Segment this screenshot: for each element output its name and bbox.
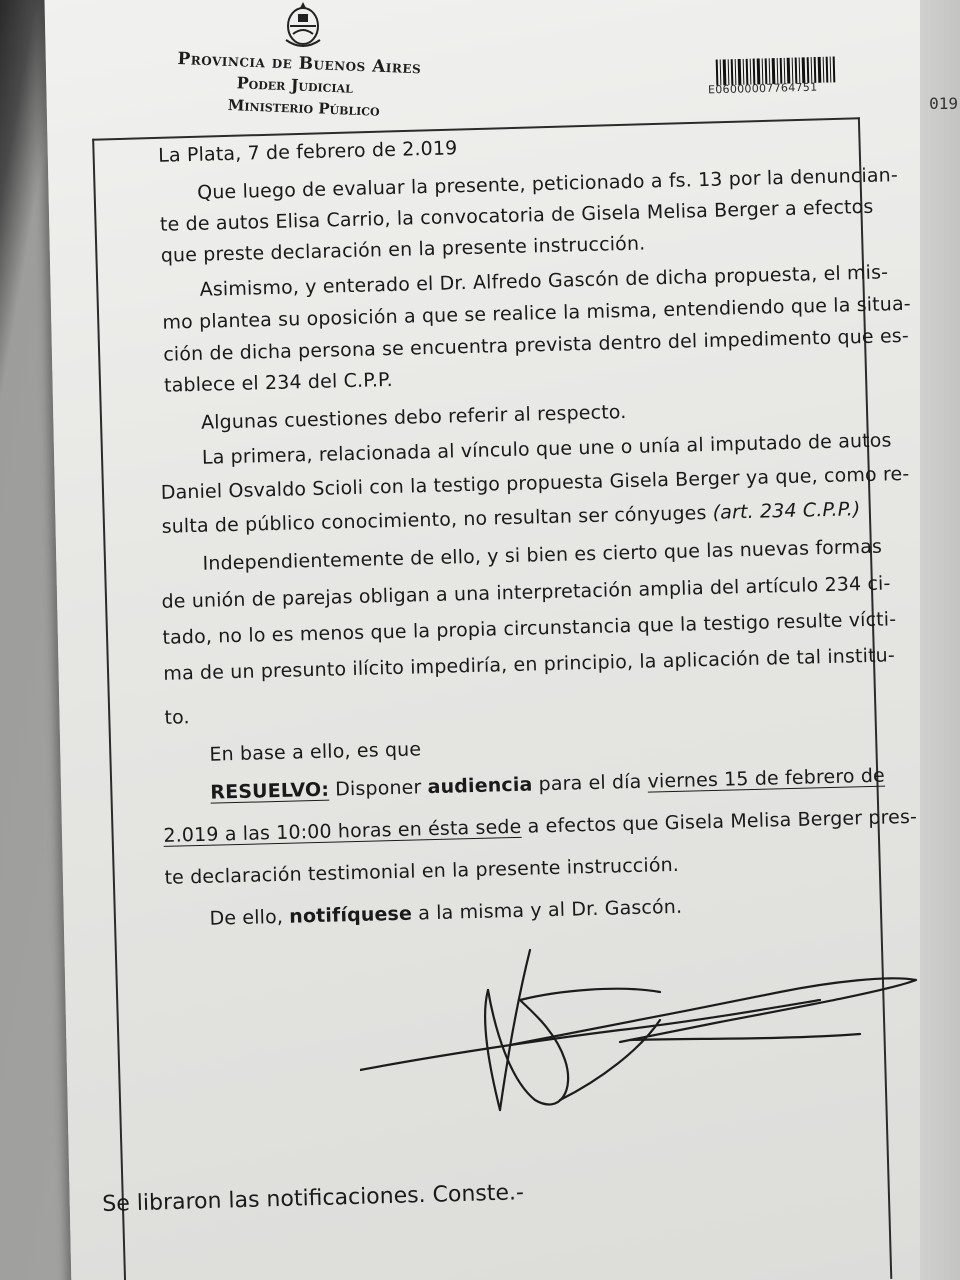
handwritten-signature — [360, 930, 920, 1130]
notifiquese-word: notifíquese — [288, 902, 413, 928]
paragraph-2-line-1: Asimismo, y enterado el Dr. Alfredo Gascón de dicha propuesta, el mis- — [199, 261, 889, 301]
header-judicial: Poder Judicial — [236, 73, 354, 97]
header-ministry: Ministerio Público — [227, 95, 381, 120]
paragraph-4-line-2: Daniel Osvaldo Scioli con la testigo propuesta Gisela Berger ya que, como re- — [160, 462, 910, 504]
hearing-date-part-2: 2.019 a las 10:00 horas en ésta sede — [163, 815, 522, 847]
paragraph-6-line-1: En base a ello, es que — [209, 738, 422, 766]
footer-note: Se libraron las notificaciones. Conste.- — [102, 1180, 525, 1217]
paragraph-5-line-1: Independientemente de ello, y si bien es cierto que las nuevas formas — [202, 535, 883, 575]
institution-header — [175, 48, 421, 123]
paragraph-3-line-1: Algunas cuestiones debo referir al respecto. — [200, 401, 627, 434]
date-line: La Plata, 7 de febrero de 2.019 — [157, 137, 458, 167]
paragraph-4-line-3-text: sulta de público conocimiento, no resultan ser cónyuges — [161, 502, 707, 538]
page-number-edge: 019 — [929, 94, 958, 113]
paragraph-2-line-4: tablece el 234 del C.P.P. — [163, 368, 394, 397]
hearing-date-part-1: viernes 15 de febrero de — [647, 764, 886, 793]
paragraph-1-line-2: te de autos Elisa Carrio, la convocatoria de Gisela Melisa Berger a efectos — [159, 195, 874, 236]
audiencia-word: audiencia — [427, 773, 533, 799]
paragraph-5-line-5: to. — [164, 706, 191, 729]
resolution-line-2: 2.019 a las 10:00 horas en ésta sede a efectos que Gisela Melisa Berger pres- — [163, 805, 918, 847]
paragraph-1-line-3: que preste declaración en la presente instrucción. — [160, 232, 646, 267]
paragraph-5-line-4: ma de un presunto ilícito impediría, en principio, la aplicación de tal institu- — [163, 644, 896, 685]
resuelvo-label: RESUELVO: — [210, 778, 330, 804]
citation-art-234: (art. 234 C.P.P.) — [712, 498, 861, 524]
header-province: Provincia de Buenos Aires — [177, 48, 422, 79]
resolution-line-3: te declaración testimonial en la presente instrucción. — [164, 853, 680, 889]
notification-line: De ello, notifíquese a la misma y al Dr. Gascón. — [209, 895, 683, 930]
paragraph-1-line-1: Que luego de evaluar la presente, peticionado a fs. 13 por la denuncian- — [196, 164, 899, 204]
resolution-line-1: RESUELVO: Disponer audiencia para el día viernes 15 de febrero de — [210, 764, 886, 804]
underlying-sheet-edge — [920, 0, 960, 1280]
paragraph-2-line-2: mo plantea su oposición a que se realice la misma, entendiendo que la situa- — [162, 292, 912, 334]
coat-of-arms-icon — [278, 0, 328, 48]
paragraph-4-line-1: La primera, relacionada al vínculo que une o unía al imputado de autos — [201, 429, 892, 469]
paragraph-5-line-2: de unión de parejas obligan a una interpretación amplia del artículo 234 ci- — [161, 572, 891, 613]
paragraph-5-line-3: tado, no lo es menos que la propia circunstancia que la testigo resulte vícti- — [162, 608, 897, 649]
paragraph-2-line-3: ción de dicha persona se encuentra prevista dentro del impedimento que es- — [163, 324, 910, 366]
barcode-number: E06000007764751 — [707, 80, 818, 97]
